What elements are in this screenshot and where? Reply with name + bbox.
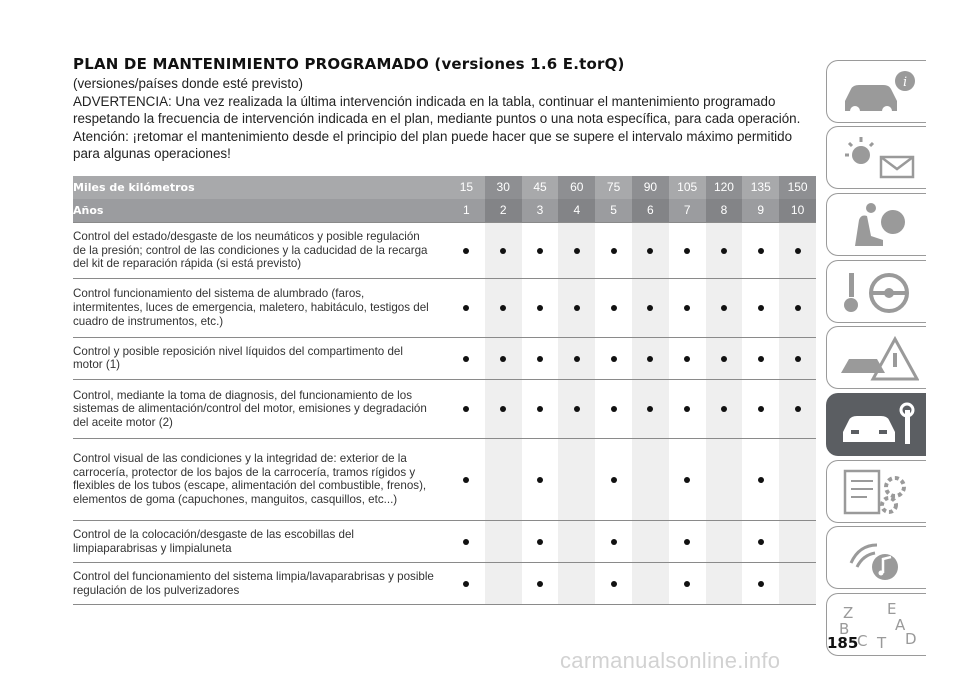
scheduled-dot-icon (647, 248, 653, 254)
interval-cell (669, 278, 706, 337)
km-value: 90 (632, 176, 669, 199)
km-value: 105 (669, 176, 706, 199)
scheduled-dot-icon (758, 406, 764, 412)
scheduled-dot-icon (537, 477, 543, 483)
scheduled-dot-icon (574, 406, 580, 412)
scheduled-dot-icon (463, 539, 469, 545)
km-value: 30 (485, 176, 522, 199)
scheduled-dot-icon (795, 305, 801, 311)
intro-warning: ADVERTENCIA: Una vez realizada la última intervención indicada en la tabla, continuar el mantenimiento programado respetando la frecuencia de intervención indicada en el plan, mediante puntos o una nota específica, para cada operación. (73, 93, 801, 127)
scheduled-dot-icon (611, 406, 617, 412)
interval-cell (448, 337, 485, 379)
scheduled-dot-icon (463, 356, 469, 362)
scheduled-dot-icon (758, 477, 764, 483)
scheduled-dot-icon (574, 305, 580, 311)
interval-cell (669, 379, 706, 438)
interval-cell (742, 379, 779, 438)
years-value: 3 (522, 199, 559, 223)
scheduled-dot-icon (721, 406, 727, 412)
interval-cell (779, 337, 816, 379)
chapter-tab[interactable] (826, 60, 926, 123)
interval-cell (632, 278, 669, 337)
table-row (73, 379, 816, 438)
interval-cell (558, 337, 595, 379)
interval-cell (779, 379, 816, 438)
interval-cell (522, 520, 559, 562)
index-letter: C (857, 632, 868, 650)
km-header-row (73, 176, 816, 199)
interval-cell (485, 438, 522, 520)
interval-cell (779, 520, 816, 562)
operation-description: Control funcionamiento del sistema de alumbrado (faros, intermitentes, luces de emergencia, maletero, habitáculo, testigos del cuadro de instrumentos, etc.) (73, 278, 448, 337)
scheduled-dot-icon (537, 539, 543, 545)
interval-cell (595, 379, 632, 438)
interval-cell (669, 520, 706, 562)
scheduled-dot-icon (574, 356, 580, 362)
scheduled-dot-icon (537, 356, 543, 362)
interval-cell (706, 223, 743, 279)
operation-description: Control de la colocación/desgaste de las escobillas del limpiaparabrisas y limpialuneta (73, 520, 448, 562)
operation-description: Control visual de las condiciones y la integridad de: exterior de la carrocería, protector de los bajos de la carrocería, tramos rígidos y flexibles de los tubos (escape, alimentación del combustible, frenos), elementos de goma (capuchones, manguitos, casquillos, etc...) (73, 438, 448, 520)
scheduled-dot-icon (721, 356, 727, 362)
chapter-tab[interactable] (826, 526, 926, 589)
index-letter: Z (843, 604, 854, 622)
interval-cell (779, 438, 816, 520)
interval-cell (448, 223, 485, 279)
scheduled-dot-icon (611, 477, 617, 483)
table-row (73, 278, 816, 337)
interval-cell (448, 520, 485, 562)
scheduled-dot-icon (611, 539, 617, 545)
scheduled-dot-icon (500, 248, 506, 254)
scheduled-dot-icon (647, 356, 653, 362)
intro-attention: Atención: ¡retomar el mantenimiento desde el principio del plan puede hacer que se supere el intervalo máximo permitido para algunas operaciones! (73, 128, 793, 162)
maintenance-rows (73, 223, 816, 605)
interval-cell (558, 223, 595, 279)
scheduled-dot-icon (537, 406, 543, 412)
chapter-tab[interactable] (826, 193, 926, 256)
interval-cell (522, 438, 559, 520)
scheduled-dot-icon (684, 477, 690, 483)
interval-cell (632, 337, 669, 379)
interval-cell (742, 223, 779, 279)
scheduled-dot-icon (684, 406, 690, 412)
index-letter: E (887, 600, 897, 618)
interval-cell (485, 379, 522, 438)
interval-cell (448, 438, 485, 520)
interval-cell (485, 223, 522, 279)
chapter-tab[interactable] (826, 460, 926, 523)
interval-cell (706, 379, 743, 438)
scheduled-dot-icon (611, 581, 617, 587)
chapter-tab[interactable] (826, 326, 926, 389)
km-value: 15 (448, 176, 485, 199)
km-value: 75 (595, 176, 632, 199)
interval-cell (669, 337, 706, 379)
warning-lights-message-icon (837, 133, 919, 183)
scheduled-dot-icon (684, 248, 690, 254)
scheduled-dot-icon (721, 305, 727, 311)
interval-cell (669, 223, 706, 279)
years-value: 9 (742, 199, 779, 223)
years-value: 4 (558, 199, 595, 223)
scheduled-dot-icon (463, 477, 469, 483)
scheduled-dot-icon (758, 305, 764, 311)
interval-cell (632, 379, 669, 438)
interval-cell (558, 278, 595, 337)
page-title: PLAN DE MANTENIMIENTO PROGRAMADO (versiones 1.6 E.torQ) (73, 55, 625, 73)
table-row (73, 223, 816, 279)
years-value: 6 (632, 199, 669, 223)
index-letter: T (877, 634, 887, 650)
interval-cell (485, 563, 522, 605)
interval-cell (742, 520, 779, 562)
emergency-triangle-car-icon (837, 333, 919, 383)
page-number: 185 (827, 634, 859, 652)
scheduled-dot-icon (463, 581, 469, 587)
scheduled-dot-icon (684, 356, 690, 362)
interval-cell (632, 438, 669, 520)
scheduled-dot-icon (537, 248, 543, 254)
years-value: 7 (669, 199, 706, 223)
interval-cell (448, 278, 485, 337)
scheduled-dot-icon (500, 356, 506, 362)
intro-text (73, 75, 818, 163)
interval-cell (669, 563, 706, 605)
interval-cell (522, 278, 559, 337)
interval-cell (706, 520, 743, 562)
car-info-icon (837, 67, 919, 117)
interval-cell (706, 278, 743, 337)
maintenance-plan-table (73, 176, 816, 605)
interval-cell (522, 379, 559, 438)
watermark: carmanualsonline.info (560, 648, 781, 673)
scheduled-dot-icon (574, 248, 580, 254)
interval-cell (632, 563, 669, 605)
svg-text:i: i (903, 75, 908, 90)
car-wrench-maintenance-icon (837, 400, 919, 450)
index-letter: B (839, 620, 850, 638)
table-row (73, 563, 816, 605)
km-value: 120 (706, 176, 743, 199)
interval-cell (742, 278, 779, 337)
interval-cell (779, 278, 816, 337)
scheduled-dot-icon (611, 305, 617, 311)
scheduled-dot-icon (463, 406, 469, 412)
km-value: 135 (742, 176, 779, 199)
scheduled-dot-icon (463, 305, 469, 311)
scheduled-dot-icon (647, 305, 653, 311)
scheduled-dot-icon (611, 356, 617, 362)
years-header-label: Años (73, 199, 448, 223)
interval-cell (522, 337, 559, 379)
interval-cell (706, 438, 743, 520)
scheduled-dot-icon (611, 248, 617, 254)
interval-cell (742, 563, 779, 605)
scheduled-dot-icon (795, 248, 801, 254)
interval-cell (558, 520, 595, 562)
interval-cell (706, 337, 743, 379)
index-letter: A (895, 616, 906, 634)
chapter-tab[interactable] (826, 126, 926, 189)
km-header-label: Miles de kilómetros (73, 176, 448, 199)
operation-description: Control y posible reposición nivel líquidos del compartimento del motor (1) (73, 337, 448, 379)
table-row (73, 438, 816, 520)
scheduled-dot-icon (795, 406, 801, 412)
interval-cell (558, 438, 595, 520)
interval-cell (558, 563, 595, 605)
scheduled-dot-icon (537, 305, 543, 311)
interval-cell (632, 520, 669, 562)
interval-cell (485, 278, 522, 337)
interval-cell (485, 520, 522, 562)
km-value: 45 (522, 176, 559, 199)
scheduled-dot-icon (500, 406, 506, 412)
scheduled-dot-icon (721, 248, 727, 254)
interval-cell (632, 223, 669, 279)
years-value: 2 (485, 199, 522, 223)
interval-cell (448, 563, 485, 605)
interval-cell (485, 337, 522, 379)
scheduled-dot-icon (684, 581, 690, 587)
interval-cell (779, 223, 816, 279)
chapter-tab[interactable] (826, 393, 926, 456)
interval-cell (669, 438, 706, 520)
interval-cell (706, 563, 743, 605)
interval-cell (448, 379, 485, 438)
years-header-row (73, 199, 816, 223)
km-value: 150 (779, 176, 816, 199)
interval-cell (595, 278, 632, 337)
interval-cell (595, 520, 632, 562)
interval-cell (522, 563, 559, 605)
technical-data-gears-icon (837, 467, 919, 517)
interval-cell (595, 438, 632, 520)
airbag-seat-icon (837, 200, 919, 250)
operation-description: Control del estado/desgaste de los neumáticos y posible regulación de la presión; control de las condiciones y la caducidad de la recarga del kit de reparación rápida (si está previsto) (73, 223, 448, 279)
scheduled-dot-icon (758, 356, 764, 362)
interval-cell (595, 337, 632, 379)
scheduled-dot-icon (500, 305, 506, 311)
operation-description: Control del funcionamiento del sistema limpia/lavaparabrisas y posible regulación de los pulverizadores (73, 563, 448, 605)
interval-cell (742, 337, 779, 379)
km-value: 60 (558, 176, 595, 199)
scheduled-dot-icon (758, 248, 764, 254)
scheduled-dot-icon (758, 539, 764, 545)
interval-cell (522, 223, 559, 279)
interval-cell (595, 223, 632, 279)
years-value: 10 (779, 199, 816, 223)
intro-scope: (versiones/países donde esté previsto) (73, 76, 303, 91)
scheduled-dot-icon (795, 356, 801, 362)
multimedia-music-icon (837, 533, 919, 583)
operation-description: Control, mediante la toma de diagnosis, del funcionamiento de los sistemas de alimentación/control del motor, emisiones y degradación del aceite motor (2) (73, 379, 448, 438)
scheduled-dot-icon (463, 248, 469, 254)
table-row (73, 337, 816, 379)
scheduled-dot-icon (647, 406, 653, 412)
interval-cell (779, 563, 816, 605)
chapter-tab[interactable] (826, 260, 926, 323)
scheduled-dot-icon (758, 581, 764, 587)
table-row (73, 520, 816, 562)
interval-cell (558, 379, 595, 438)
scheduled-dot-icon (684, 539, 690, 545)
index-letter: D (905, 630, 917, 648)
steering-wheel-key-icon (837, 267, 919, 317)
interval-cell (742, 438, 779, 520)
scheduled-dot-icon (684, 305, 690, 311)
years-value: 5 (595, 199, 632, 223)
years-value: 1 (448, 199, 485, 223)
scheduled-dot-icon (537, 581, 543, 587)
years-value: 8 (706, 199, 743, 223)
interval-cell (595, 563, 632, 605)
